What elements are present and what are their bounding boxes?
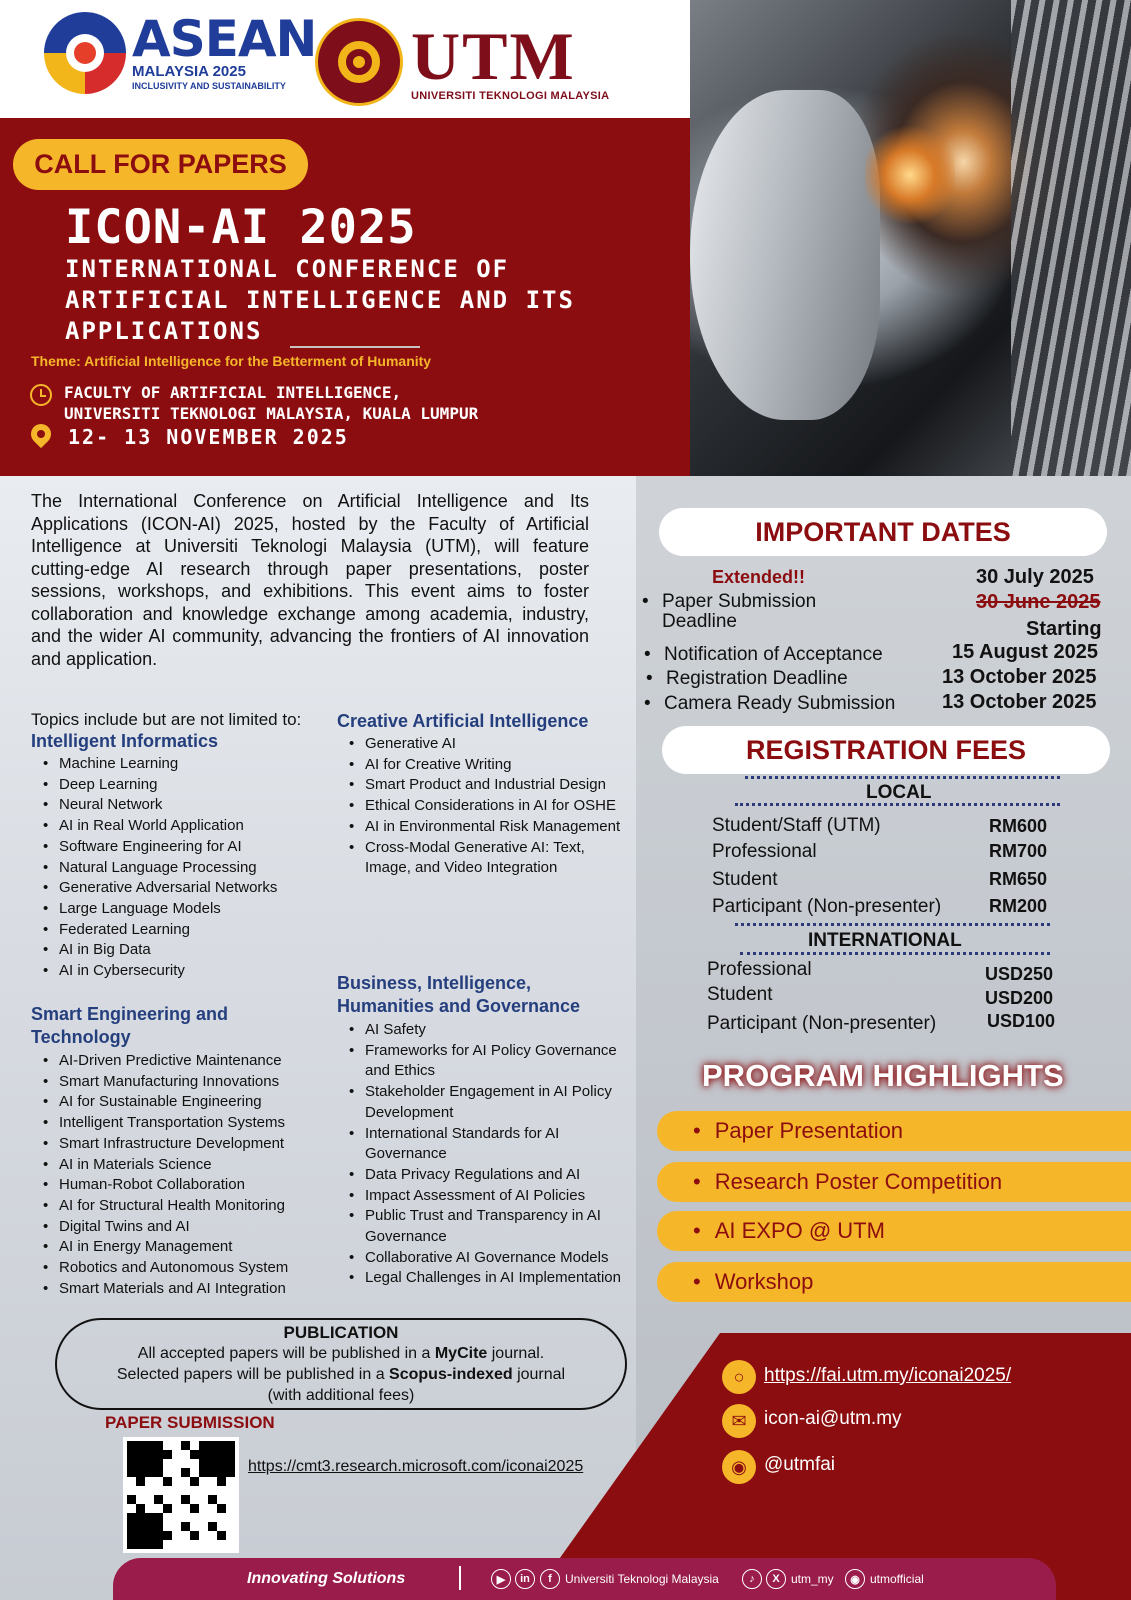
footer-handle: utmofficial [870,1572,924,1586]
fee-label: Student/Staff (UTM) [712,815,881,836]
publication-line [57,1343,625,1364]
subtitle-line: INTERNATIONAL CONFERENCE OF [65,255,510,283]
list-item: • Stakeholder Engagement in AI Policy Development [337,1082,622,1123]
date-label: • Notification of Acceptance [664,644,883,665]
dotted-divider [735,803,1060,806]
footer-handle: utm_my [791,1572,834,1586]
submission-link[interactable]: https://cmt3.research.microsoft.com/iconai2025 [248,1458,584,1475]
publication-text: All accepted papers will be published in a [137,1345,435,1362]
utm-logo-word: UTM [411,18,576,94]
mail-icon: ✉ [722,1404,756,1438]
topics-lead: Topics include but are not limited to: [31,710,302,729]
asean-malaysia-logo [44,12,316,94]
globe-icon: ○ [722,1360,756,1394]
highlight-label: • Paper Presentation [714,1118,904,1143]
dotted-divider [745,776,1060,779]
fee-value: RM200 [989,896,1048,916]
list-item: • Ethical Considerations in AI for OSHE [337,796,637,817]
list-item: • AI in Big Data [31,940,331,961]
list-item: • Neural Network [31,795,331,816]
footer-separator [459,1566,461,1590]
important-dates-header: IMPORTANT DATES [659,508,1107,556]
list-item: • Public Trust and Transparency in AI Governance [337,1206,602,1247]
website-link[interactable]: https://fai.utm.my/iconai2025/ [764,1365,1012,1386]
paper-deadline-new: 30 July 2025 [976,566,1094,588]
clock-icon [30,384,52,406]
list-item: • Smart Manufacturing Innovations [31,1072,331,1093]
asean-logo-word: ASEAN [132,10,317,68]
utm-seal-icon [315,18,403,106]
category-title: Business, Intelligence, Humanities and Governance [337,973,581,1016]
utm-logo-subtitle: UNIVERSITI TEKNOLOGI MALAYSIA [411,90,610,102]
list-item: • Federated Learning [31,920,331,941]
highlight-item [657,1211,1131,1251]
asean-logo-line2: INCLUSIVITY AND SUSTAINABILITY [132,81,286,91]
email-text[interactable]: icon-ai@utm.my [764,1408,902,1429]
topic-list [337,1020,642,1289]
tiktok-icon[interactable]: ♪ [742,1569,762,1589]
venue-line: FACULTY OF ARTIFICIAL INTELLIGENCE, [64,383,402,402]
list-item: • Frameworks for AI Policy Governance and Ethics [337,1041,622,1082]
highlight-label: • Research Poster Competition [714,1169,1003,1194]
linkedin-icon[interactable]: in [515,1569,535,1589]
topic-list [337,734,637,879]
title-divider [290,346,420,348]
subtitle-line: ARTIFICIAL INTELLIGENCE AND ITS [65,286,575,314]
fee-value: RM600 [989,816,1048,836]
list-item: • AI in Materials Science [31,1155,331,1176]
social-handle[interactable]: @utmfai [764,1454,836,1475]
robot-head-image [690,0,1131,476]
call-for-papers-badge: CALL FOR PAPERS [13,139,308,190]
fee-label: Professional [712,841,817,862]
intro-paragraph: The International Conference on Artificial Intelligence and Its Applications (ICON-AI) 2025, hosted by the Faculty of Artificial Intelligence at Universiti Teknologi Malaysia (UTM), will feature cutting-edge AI research through paper presentations, poster sessions, workshops, and exhibitions. This event aims to foster collaboration and knowledge exchange among academia, industry, and the wider AI community, advancing the frontiers of AI innovation and application. [31,491,589,669]
fee-value: RM650 [989,869,1048,889]
date-value: 15 August 2025 [952,641,1098,663]
list-item: • Digital Twins and AI [31,1217,331,1238]
publication-line: (with additional fees) [267,1387,415,1404]
submission-qr-code[interactable] [123,1437,239,1553]
conference-theme: Theme: Artificial Intelligence for the Betterment of Humanity [31,353,432,369]
list-item: • Smart Infrastructure Development [31,1134,331,1155]
utm-logo [315,18,609,106]
venue-line: UNIVERSITI TEKNOLOGI MALAYSIA, KUALA LUMPUR [64,404,479,423]
highlight-item [657,1262,1131,1302]
instagram-icon[interactable]: ◉ [845,1569,865,1589]
list-item: • Impact Assessment of AI Policies [337,1186,642,1207]
date-value: 13 October 2025 [942,691,1097,713]
category-title: Smart Engineering and Technology [31,1004,229,1047]
fee-label: Student [707,984,773,1005]
paper-submission-title: PAPER SUBMISSION [105,1413,275,1432]
publication-emphasis: Scopus-indexed [389,1366,513,1383]
list-item: • AI for Structural Health Monitoring [31,1196,331,1217]
conference-subtitle [65,254,665,347]
fee-label: Participant (Non-presenter) [707,1013,937,1034]
topic-list [31,754,331,982]
instagram-icon: ◉ [722,1450,756,1484]
subtitle-line: APPLICATIONS [65,317,263,345]
list-item: • AI for Sustainable Engineering [31,1092,331,1113]
fee-value: USD200 [985,988,1054,1008]
list-item: • Large Language Models [31,899,331,920]
list-item: • Collaborative AI Governance Models [337,1248,642,1269]
fee-value: USD100 [987,1011,1056,1031]
list-item: • Intelligent Transportation Systems [31,1113,331,1134]
fee-label: Student [712,869,778,890]
highlight-item [657,1162,1131,1202]
date-label: • Registration Deadline [666,668,848,689]
list-item: • Smart Materials and AI Integration [31,1279,331,1300]
list-item: • AI-Driven Predictive Maintenance [31,1051,331,1072]
category-title: Intelligent Informatics [31,731,219,751]
highlight-label: • AI EXPO @ UTM [714,1218,885,1243]
list-item: • Human-Robot Collaboration [31,1175,331,1196]
venue-text [64,382,478,424]
paper-deadline-old: 30 June 2025 [976,591,1101,613]
list-item: • Software Engineering for AI [31,837,331,858]
conference-date: 12- 13 NOVEMBER 2025 [68,425,349,449]
extended-badge: Extended!! [712,567,806,587]
list-item: • AI in Cybersecurity [31,961,331,982]
publication-line [57,1364,625,1385]
dotted-divider [735,923,1050,926]
x-icon[interactable]: X [766,1569,786,1589]
youtube-icon[interactable]: ▶ [491,1569,511,1589]
asean-logo-line1: MALAYSIA 2025 [132,63,246,80]
dotted-divider [740,952,1050,955]
asean-emblem-icon [44,12,126,94]
topic-list [31,1051,331,1299]
list-item: • Cross-Modal Generative AI: Text, Image, and Video Integration [337,838,609,879]
highlight-label: • Workshop [714,1269,814,1294]
list-item: • Generative Adversarial Networks [31,878,331,899]
list-item: • Legal Challenges in AI Implementation [337,1268,642,1289]
list-item: • Machine Learning [31,754,331,775]
list-item: • AI for Creative Writing [337,755,637,776]
fee-value: USD250 [985,964,1054,984]
starting-label: Starting [1026,618,1102,640]
list-item: • Robotics and Autonomous System [31,1258,331,1279]
list-item: • Deep Learning [31,775,331,796]
publication-text: journal [512,1366,566,1383]
footer-slogan: Innovating Solutions [247,1570,406,1587]
publication-text: journal. [487,1345,545,1362]
list-item: • AI in Environmental Risk Management [337,817,637,838]
highlight-item [657,1111,1131,1151]
fee-value: RM700 [989,841,1048,861]
list-item: • Natural Language Processing [31,858,331,879]
publication-text: Selected papers will be published in a [116,1366,390,1383]
registration-fees-header: REGISTRATION FEES [662,726,1110,774]
list-item: • AI Safety [337,1020,642,1041]
paper-deadline-label-2: Deadline [662,611,737,632]
facebook-icon[interactable]: f [540,1569,560,1589]
conference-title: ICON-AI 2025 [65,200,417,255]
list-item: • AI in Real World Application [31,816,331,837]
publication-box [55,1318,627,1410]
list-item: • International Standards for AI Governance [337,1124,587,1165]
list-item: • Smart Product and Industrial Design [337,775,637,796]
list-item: • Generative AI [337,734,637,755]
publication-emphasis: MyCite [434,1345,488,1362]
date-value: 13 October 2025 [942,666,1097,688]
fee-label: Participant (Non-presenter) [712,896,942,917]
date-label: • Camera Ready Submission [664,693,895,714]
list-item: • AI in Energy Management [31,1237,331,1258]
footer-university: Universiti Teknologi Malaysia [565,1572,719,1586]
list-item: • Data Privacy Regulations and AI [337,1165,642,1186]
local-fees-title: LOCAL [866,782,932,803]
program-highlights-title: PROGRAM HIGHLIGHTS [702,1058,1064,1093]
international-fees-title: INTERNATIONAL [808,930,962,951]
fee-label: Professional [707,959,812,980]
category-title: Creative Artificial Intelligence [337,711,589,731]
publication-title: PUBLICATION [283,1323,399,1342]
paper-deadline-label: • Paper Submission [662,591,816,612]
